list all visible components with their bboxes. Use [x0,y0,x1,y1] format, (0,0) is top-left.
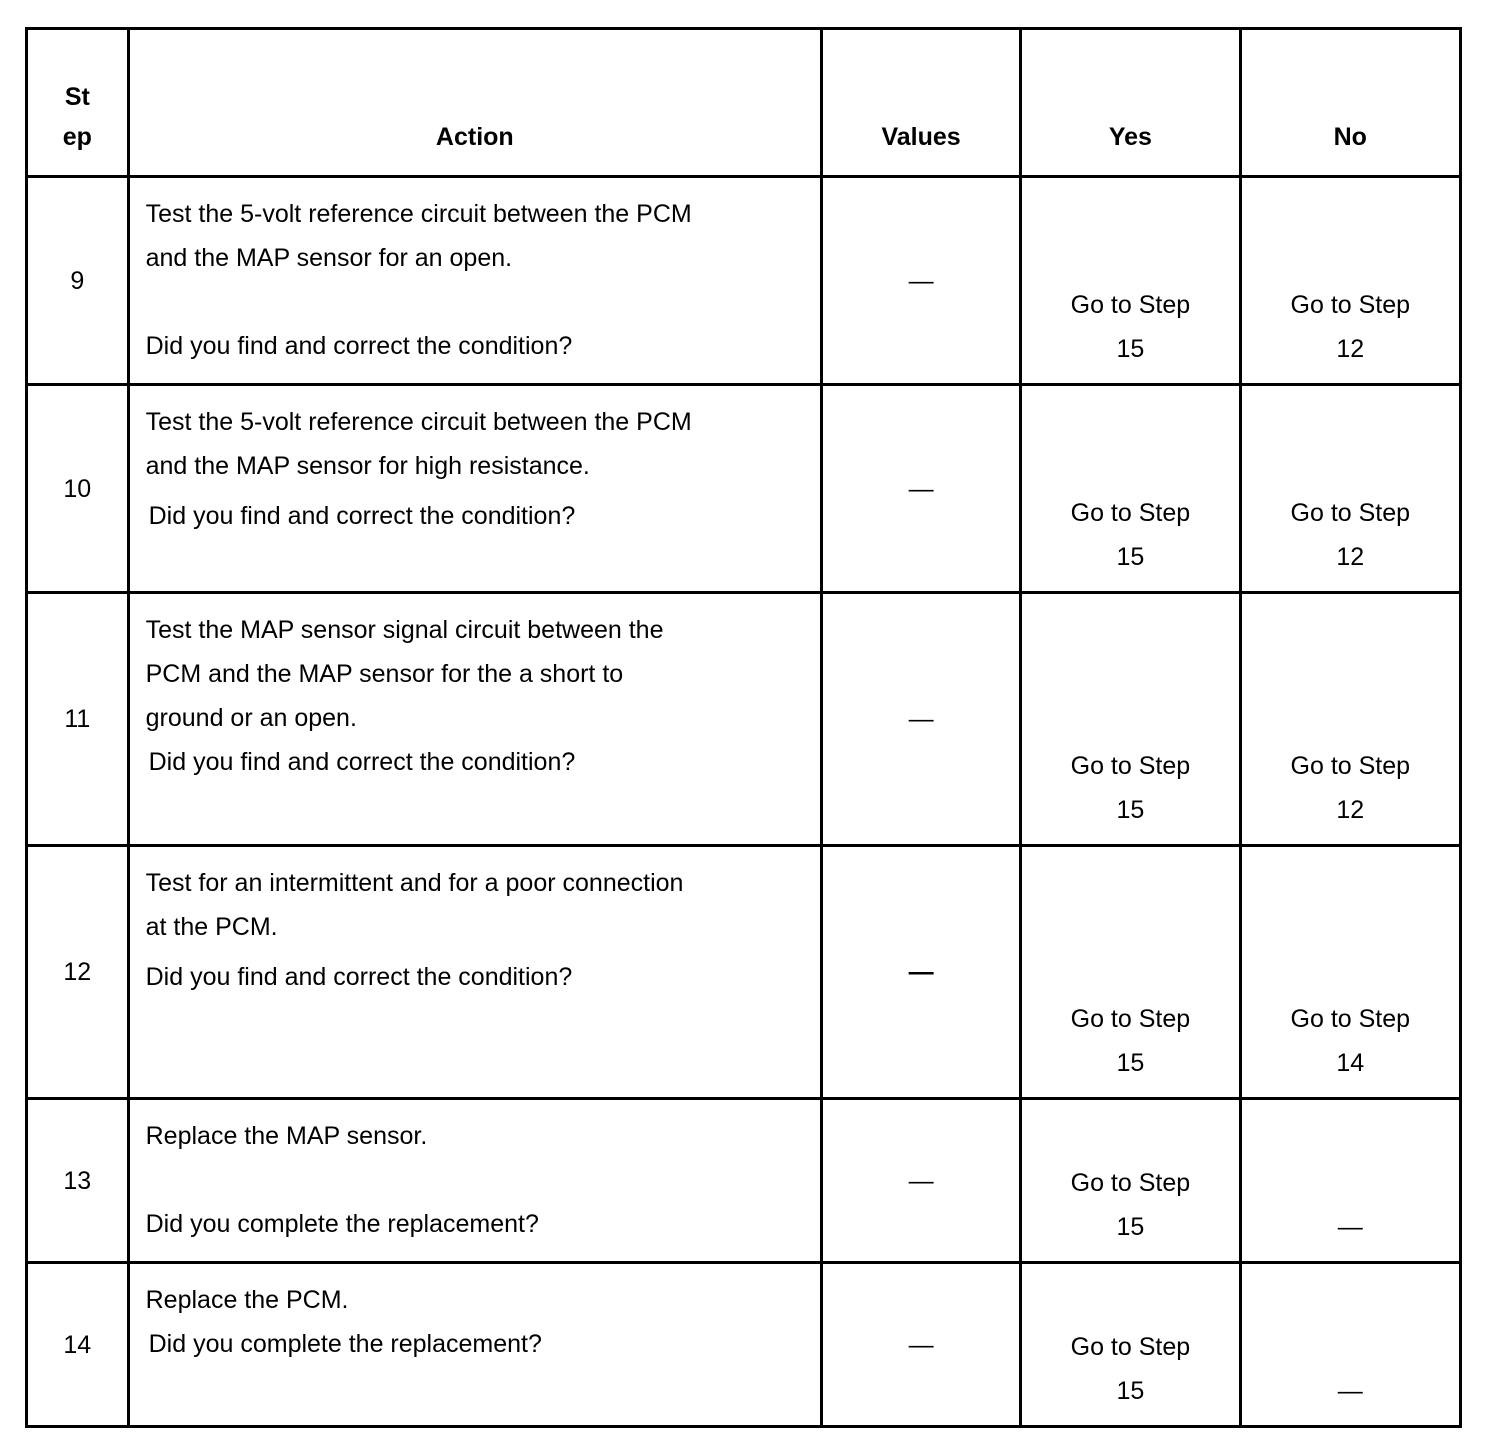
action-cell [128,1263,821,1427]
table-row [27,1263,1461,1427]
no-line2: — [1337,1213,1363,1241]
yes-line1: Go to Step [1070,291,1191,319]
action-line: and the MAP sensor for high resistance. [145,452,590,480]
no-cell [1240,385,1460,593]
action-question: Did you find and correct the condition? [145,332,573,360]
yes-line1: Go to Step [1070,1005,1191,1033]
yes-cell [1021,1263,1240,1427]
yes-cell [1021,593,1240,846]
action-line: at the PCM. [145,913,278,941]
action-line: Replace the PCM. [145,1286,349,1314]
yes-cell [1021,1099,1240,1263]
no-cell [1240,1099,1460,1263]
step-number: 14 [27,1263,129,1427]
values-cell: — [821,385,1020,593]
action-cell [128,846,821,1099]
table-row [27,846,1461,1099]
yes-line2: 15 [1116,796,1145,824]
yes-line1: Go to Step [1070,752,1191,780]
action-question: Did you find and correct the condition? [145,963,573,991]
values-cell: — [821,1099,1020,1263]
header-step-line2: ep [62,123,92,151]
yes-line2: 15 [1116,1377,1145,1405]
action-line: Test the 5-volt reference circuit between the PCM [145,408,692,436]
action-question: Did you find and correct the condition? [148,502,576,530]
no-cell [1240,1263,1460,1427]
no-line1: Go to Step [1290,752,1411,780]
no-line1: Go to Step [1290,1005,1411,1033]
no-cell [1240,593,1460,846]
action-line: Replace the MAP sensor. [145,1122,428,1150]
header-step [27,29,129,177]
action-cell [128,593,821,846]
diagnostic-table [25,27,1462,1428]
action-question: Did you complete the replacement? [148,1330,542,1358]
yes-line1: Go to Step [1070,1333,1191,1361]
yes-line2: 15 [1116,335,1145,363]
action-cell [128,1099,821,1263]
header-row [27,29,1461,177]
action-line: PCM and the MAP sensor for the a short to [145,660,624,688]
no-cell [1240,846,1460,1099]
no-cell [1240,177,1460,385]
yes-line2: 15 [1116,543,1145,571]
action-question: Did you complete the replacement? [145,1210,539,1238]
step-number: 10 [27,385,129,593]
step-number: 13 [27,1099,129,1263]
no-line2: — [1337,1377,1363,1405]
yes-line1: Go to Step [1070,499,1191,527]
yes-cell [1021,846,1240,1099]
action-question: Did you find and correct the condition? [148,748,576,776]
no-line2: 12 [1336,335,1365,363]
no-line1: Go to Step [1290,499,1411,527]
step-number: 12 [27,846,129,1099]
values-cell: — [821,177,1020,385]
table-row [27,385,1461,593]
action-cell [128,177,821,385]
step-number: 9 [27,177,129,385]
yes-line2: 15 [1116,1049,1145,1077]
step-number: 11 [27,593,129,846]
table-row [27,593,1461,846]
yes-cell [1021,385,1240,593]
header-values: Values [821,29,1020,177]
values-cell: — [821,846,1020,1099]
action-line: Test for an intermittent and for a poor connection [145,869,684,897]
header-action: Action [128,29,821,177]
yes-line1: Go to Step [1070,1169,1191,1197]
yes-cell [1021,177,1240,385]
header-no: No [1240,29,1460,177]
action-line: ground or an open. [145,704,357,732]
header-yes: Yes [1021,29,1240,177]
no-line2: 14 [1336,1049,1365,1077]
no-line2: 12 [1336,796,1365,824]
yes-line2: 15 [1116,1213,1145,1241]
action-line: Test the 5-volt reference circuit between the PCM [145,200,692,228]
action-line: Test the MAP sensor signal circuit between the [145,616,664,644]
values-cell: — [821,593,1020,846]
no-line2: 12 [1336,543,1365,571]
table-row [27,177,1461,385]
no-line1: Go to Step [1290,291,1411,319]
action-line: and the MAP sensor for an open. [145,244,513,272]
action-cell [128,385,821,593]
table-row [27,1099,1461,1263]
header-step-line1: St [64,83,90,111]
values-cell: — [821,1263,1020,1427]
